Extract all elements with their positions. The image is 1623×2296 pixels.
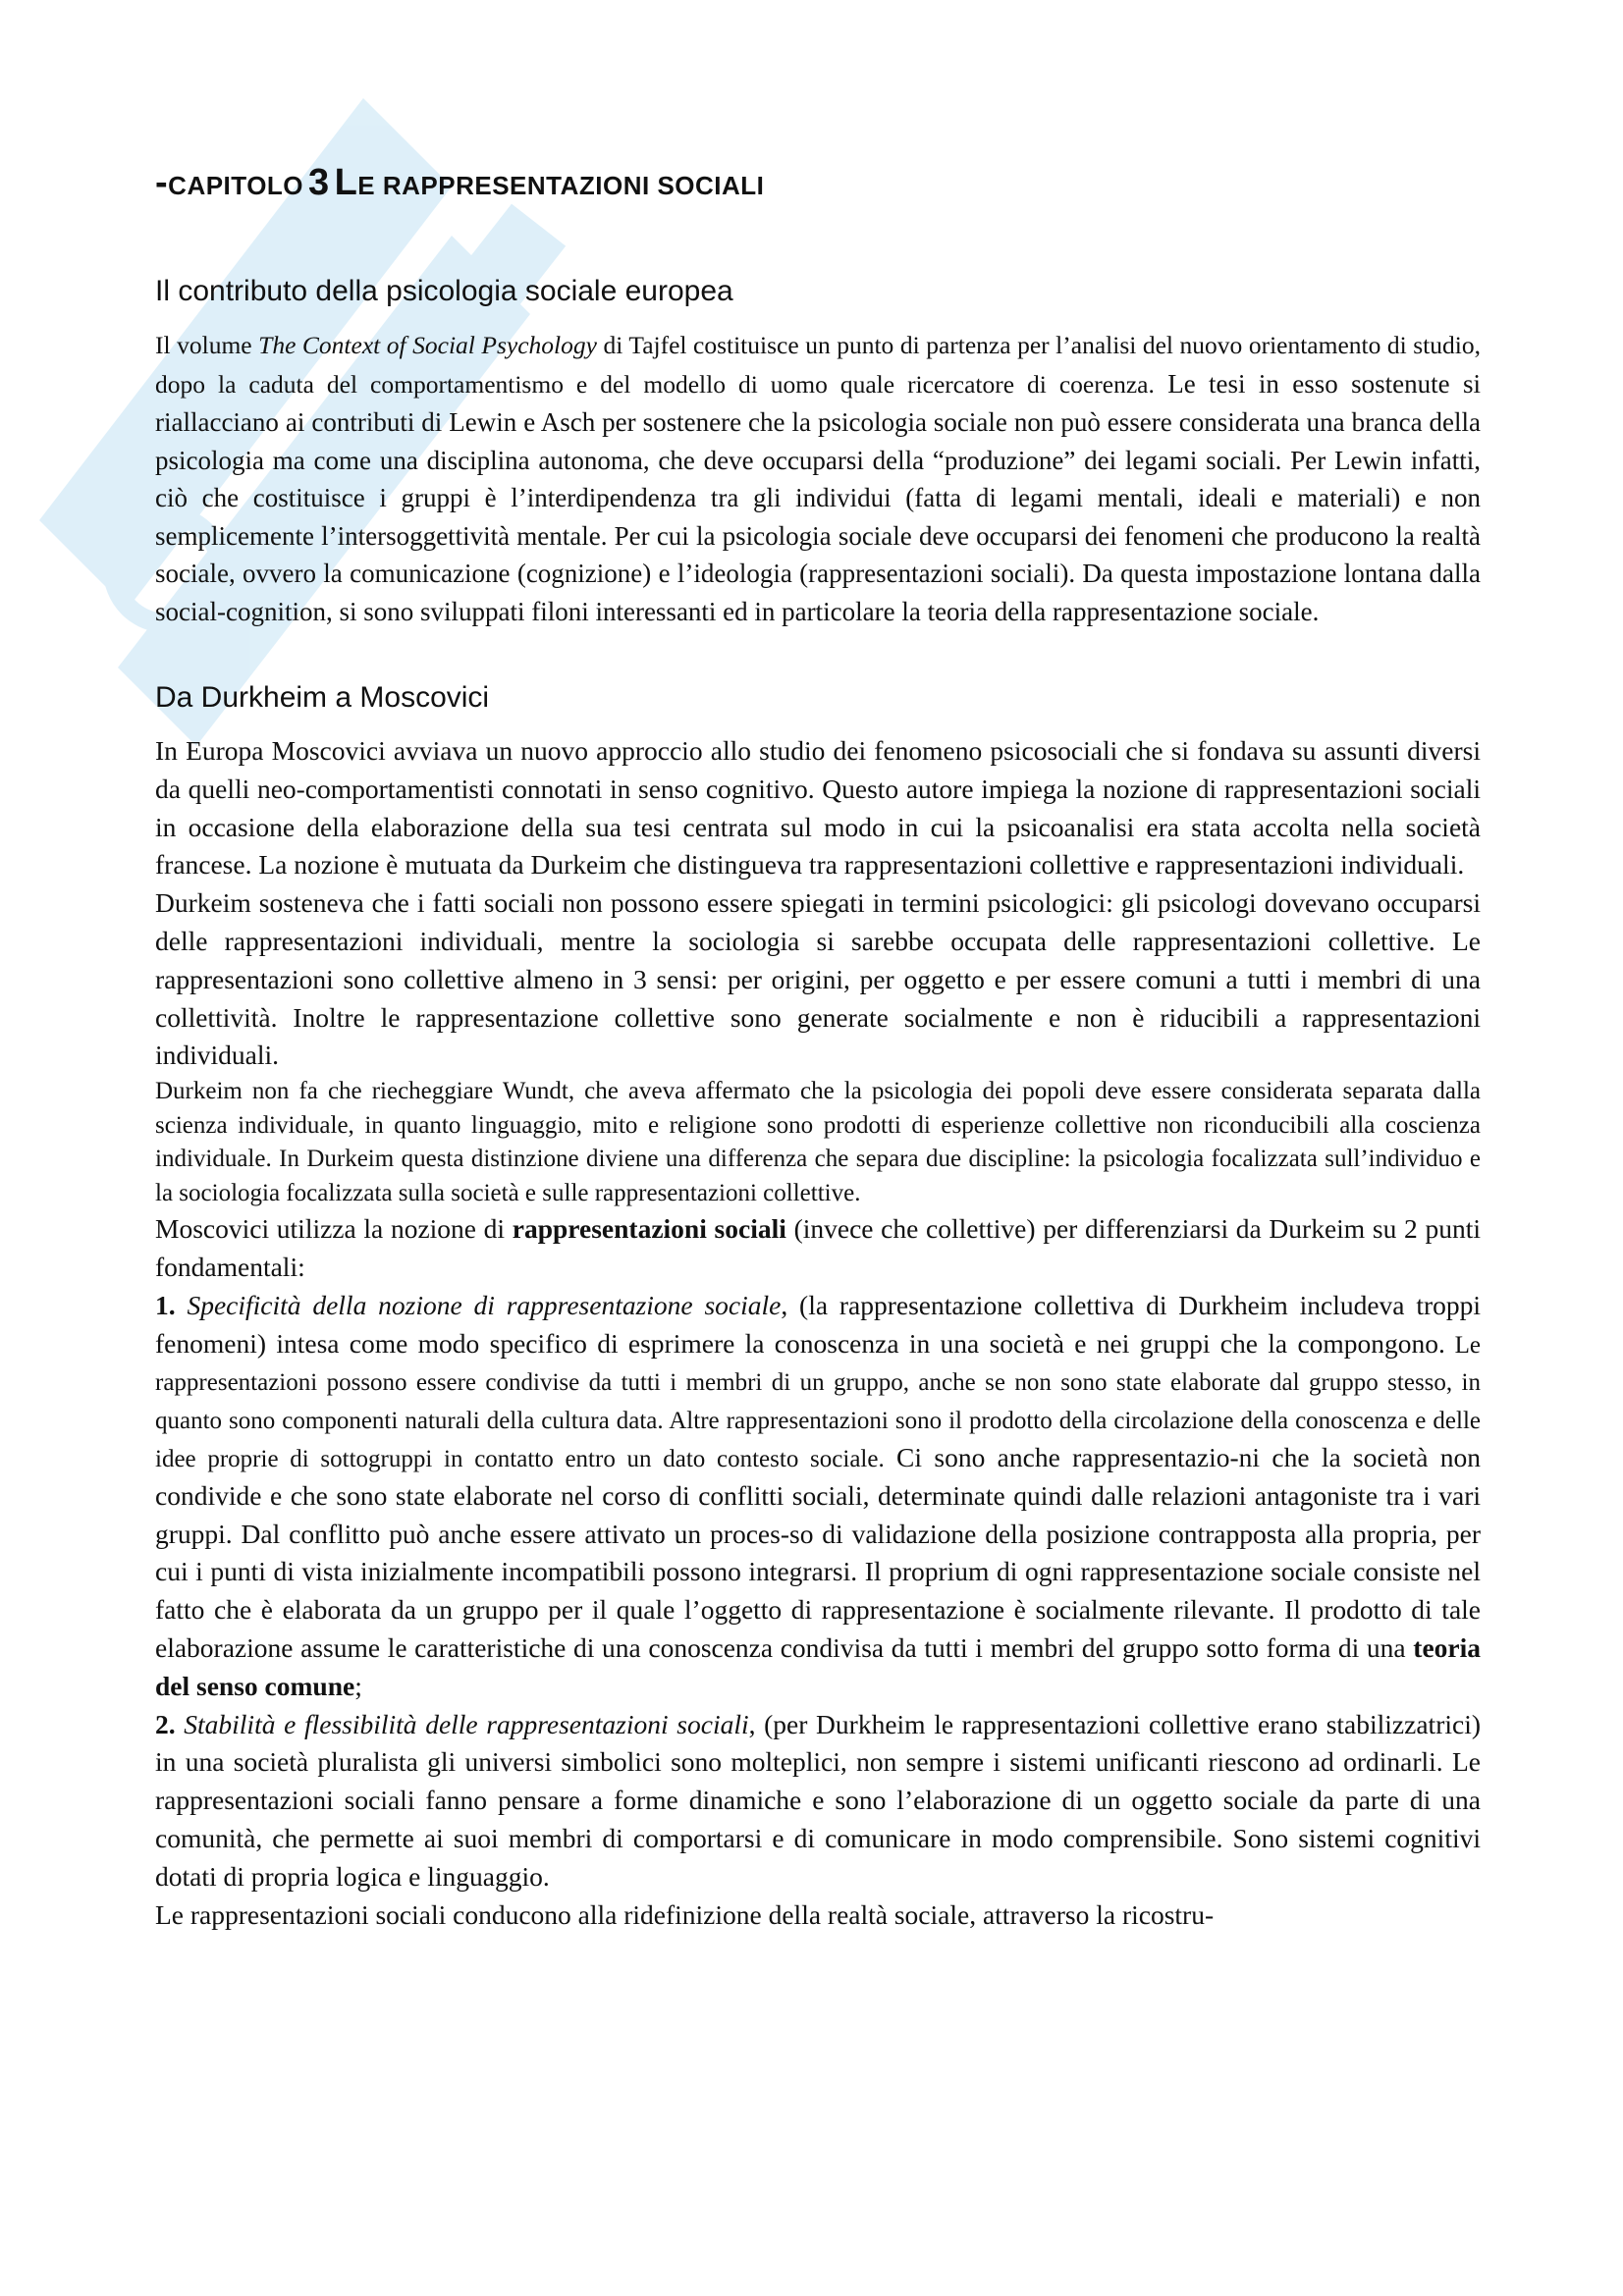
document-page	[155, 162, 1481, 1934]
list-item: 1. Specificità della nozione di rappresentazione sociale, (la rappresentazione collettiva di Durkheim includeva troppi fenomeni) intesa come modo specifico di esprimere la conoscenza in una società e nei gruppi che la compongono. Le rappresentazioni possono essere condivise da tutti i membri di un gruppo, anche se non sono state elaborate dal gruppo stesso, in quanto sono componenti naturali della cultura data. Altre rappresentazioni sono il prodotto della circolazione della conoscenza e delle idee proprie di sottogruppi in contatto entro un dato contesto sociale. Ci sono anche rappresentazio-ni che la società non condivide e che sono state elaborate nel corso di conflitti sociali, determinate quindi dalle relazioni antagoniste tra i vari gruppi. Dal conflitto può anche essere attivato un proces-so di validazione della posizione contrapposta alla propria, per cui i punti di vista inizialmente incompatibili possono integrarsi. Il proprium di ogni rappresentazione sociale consiste nel fatto che è elaborata da un gruppo per il quale l’oggetto di rappresentazione è socialmente rilevante. Il prodotto di tale elaborazione assume le caratteristiche di una conoscenza condivisa da tutti i membri del gruppo sotto forma di una teoria del senso comune;	[155, 1289, 1482, 1701]
section-heading: Il contributo della psicologia sociale europea	[155, 275, 733, 307]
paragraph: Durkeim sosteneva che i fatti sociali non possono essere spiegati in termini psicologici: gli psicologi dovevano occuparsi delle rappresentazioni individuali, mentre la sociologia si sarebbe occupata delle rappresentazioni collettive. Le rappresentazioni sono collettive almeno in 3 sensi: per origini, per oggetto e per essere comuni a tutti i membri di una collettività. Inoltre le rappresentazione collettive sono generate socialmente e non è riducibili a rappresentazioni individuali.	[155, 887, 1481, 1071]
paragraph: Il volume The Context of Social Psychology di Tajfel costituisce un punto di partenza per l’analisi del nuovo orientamento di studio, dopo la caduta del comportamentismo e del modello di uomo quale ricercatore di coerenza. Le tesi in esso sostenute si riallacciano ai contributi di Lewin e Asch per sostenere che la psicologia sociale non può essere considerata una branca della psicologia ma come una disciplina autonoma, che deve occuparsi della “produzione” dei legami sociali. Per Lewin infatti, ciò che costituisce i gruppi è l’interdipendenza tra gli individui (fatta di legami mentali, ideali e materiali) e non semplicemente l’intersoggettività mentale. Per cui la psicologia sociale deve occuparsi dei fenomeni che producono la realtà sociale, ovvero la comunicazione (cognizione) e l’ideologia (rappresentazioni sociali). Da questa impostazione lontana dalla social-cognition, si sono sviluppati filoni interessanti ed in particolare la teoria della rappresentazione sociale.	[155, 331, 1481, 626]
paragraph: Le rappresentazioni sociali conducono alla ridefinizione della realtà sociale, attraverso la ricostru-	[155, 1898, 1215, 1930]
list-item: 2. Stabilità e flessibilità delle rappresentazioni sociali, (per Durkheim le rappresentazioni collettive erano stabilizzatrici) in una società pluralista gli universi simbolici sono molteplici, non sempre i sistemi unificanti riescono ad ordinarli. Le rappresentazioni sociali fanno pensare a forme dinamiche e sono l’elaborazione di un oggetto sociale da parte di una comunità, che permette ai suoi membri di comportarsi e di comunicare in modo comprensibile. Sono sistemi cognitivi dotati di propria logica e linguaggio.	[155, 1708, 1481, 1892]
section-european-contribution	[155, 275, 1481, 630]
paragraph: Durkeim non fa che riecheggiare Wundt, che aveva affermato che la psicologia dei popoli deve essere considerata separata dalla scienza individuale, in quanto linguaggio, mito e religione sono prodotti di esperienze collettive non riconducibili alla coscienza individuale. In Durkeim questa distinzione diviene una differenza che separa due discipline: la psicologia focalizzata sull’individuo e la sociologia focalizzata sulla società e sulle rappresentazioni collettive.	[155, 1078, 1481, 1206]
section-heading: Da Durkheim a Moscovici	[155, 681, 490, 714]
chapter-title: -CAPITOLO 3 LE RAPPRESENTAZIONI SOCIALI	[155, 162, 765, 203]
section-durkheim-moscovici	[155, 681, 1481, 1934]
paragraph: Moscovici utilizza la nozione di rappresentazioni sociali (invece che collettive) per differenziarsi da Durkeim su 2 punti fondamentali:	[155, 1213, 1481, 1282]
paragraph: In Europa Moscovici avviava un nuovo approccio allo studio dei fenomeno psicosociali che si fondava su assunti diversi da quelli neo-comportamentisti connotati in senso cognitivo. Questo autore impiega la nozione di rappresentazioni sociali in occasione della elaborazione della sua tesi centrata sul modo in cui la psicoanalisi era stata accolta nella società francese. La nozione è mutuata da Durkeim che distingueva tra rappresentazioni collettive e rappresentazioni individuali.	[155, 735, 1481, 881]
